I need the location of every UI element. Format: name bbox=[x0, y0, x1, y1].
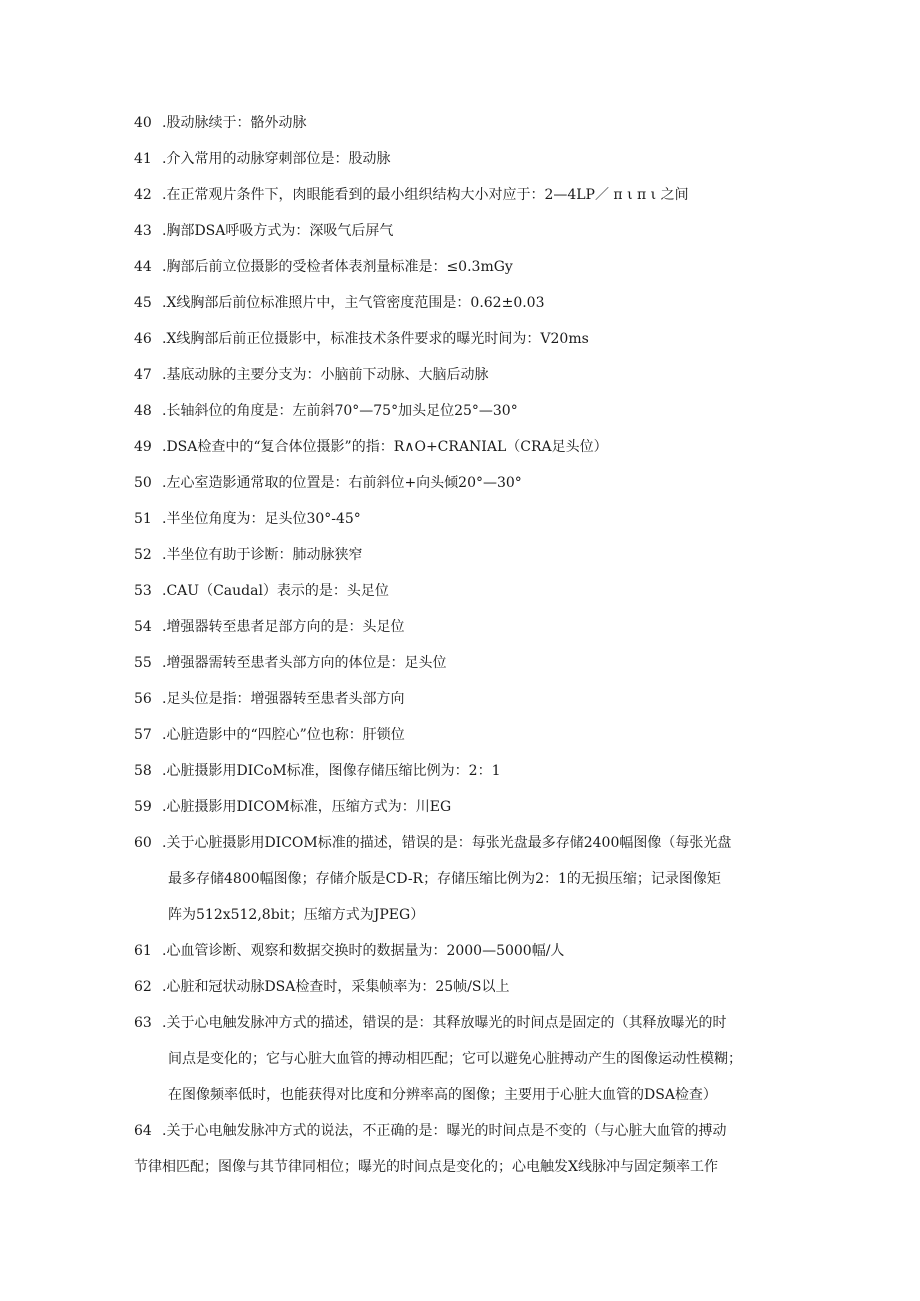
item-text: .心脏造影中的“四腔心”位也称：肝锁位 bbox=[162, 727, 405, 743]
item-number: 50 bbox=[134, 475, 152, 491]
list-item bbox=[134, 222, 814, 240]
item-number: 47 bbox=[134, 367, 152, 383]
item-text: .胸部DSA呼吸方式为：深吸气后屏气 bbox=[162, 223, 394, 239]
item-text: .心脏摄影用DICoM标准，图像存储压缩比例为：2：1 bbox=[162, 763, 501, 779]
item-text: .介入常用的动脉穿刺部位是：股动脉 bbox=[162, 151, 391, 167]
item-text: .左心室造影通常取的位置是：右前斜位+向头倾20°—30° bbox=[162, 475, 522, 491]
list-item bbox=[134, 438, 814, 456]
item-number: 40 bbox=[134, 115, 152, 131]
list-item bbox=[134, 114, 814, 132]
item-text: .股动脉续于：骼外动脉 bbox=[162, 115, 307, 131]
item-number: 51 bbox=[134, 511, 152, 527]
item-text-line: 最多存储4800幅图像；存储介版是CD-R；存储压缩比例为2：1的无损压缩；记录图像矩 bbox=[168, 871, 721, 887]
question-list bbox=[134, 114, 814, 1194]
item-number: 55 bbox=[134, 655, 152, 671]
item-text: .CAU（Caudal）表示的是：头足位 bbox=[162, 583, 389, 599]
item-text bbox=[162, 1005, 814, 1113]
list-item bbox=[134, 546, 814, 564]
item-text: .半坐位有助于诊断：肺动脉狭窄 bbox=[162, 547, 363, 563]
list-item bbox=[134, 330, 814, 348]
item-number: 53 bbox=[134, 583, 152, 599]
list-item bbox=[134, 618, 814, 636]
list-item bbox=[134, 834, 814, 924]
list-item bbox=[134, 942, 814, 960]
item-number: 54 bbox=[134, 619, 152, 635]
item-text-line: 阵为512x512,8bit；压缩方式为JPEG） bbox=[168, 907, 425, 923]
item-text: .DSA检查中的“复合体位摄影”的指：R∧O+CRANIAL（CRA足头位） bbox=[162, 439, 608, 455]
item-number: 45 bbox=[134, 295, 152, 311]
item-text: .X线胸部后前位标准照片中，主气管密度范围是：0.62±0.03 bbox=[162, 295, 545, 311]
list-item bbox=[134, 978, 814, 996]
item-number: 61 bbox=[134, 943, 152, 959]
list-item bbox=[134, 150, 814, 168]
item-text: .增强器需转至患者头部方向的体位是：足头位 bbox=[162, 655, 447, 671]
item-number: 48 bbox=[134, 403, 152, 419]
item-text: .X线胸部后前正位摄影中，标准技术条件要求的曝光时间为：V20ms bbox=[162, 331, 589, 347]
item-text: .心脏摄影用DICOM标准，压缩方式为：川EG bbox=[162, 799, 452, 815]
item-number: 60 bbox=[134, 835, 152, 851]
item-text: .半坐位角度为：足头位30°-45° bbox=[162, 511, 361, 527]
list-item bbox=[134, 294, 814, 312]
item-text: .心血管诊断、观察和数据交换时的数据量为：2000—5000幅/人 bbox=[162, 943, 565, 959]
list-item bbox=[134, 186, 814, 204]
list-item bbox=[134, 762, 814, 780]
item-text: .基底动脉的主要分支为：小脑前下动脉、大脑后动脉 bbox=[162, 367, 489, 383]
list-item bbox=[134, 690, 814, 708]
item-number: 46 bbox=[134, 331, 152, 347]
item-text-line: .关于心脏摄影用DICOM标准的描述，错误的是：每张光盘最多存储2400幅图像（每张光盘 bbox=[162, 835, 732, 851]
item-text-line: .关于心电触发脉冲方式的说法，不正确的是：曝光的时间点是不变的（与心脏大血管的搏动 bbox=[162, 1123, 727, 1139]
item-number: 49 bbox=[134, 439, 152, 455]
list-item bbox=[134, 474, 814, 492]
list-item bbox=[134, 798, 814, 816]
item-number: 42 bbox=[134, 187, 152, 203]
item-text-line: 在图像频率低时，也能获得对比度和分辨率高的图像；主要用于心脏大血管的DSA检查） bbox=[168, 1087, 717, 1103]
item-number: 63 bbox=[134, 1015, 152, 1031]
item-text: .在正常观片条件下，肉眼能看到的最小组织结构大小对应于：2—4LP／ π ι π ι 之间 bbox=[162, 187, 689, 203]
item-number: 59 bbox=[134, 799, 152, 815]
item-number: 41 bbox=[134, 151, 152, 167]
item-number: 58 bbox=[134, 763, 152, 779]
item-number: 44 bbox=[134, 259, 152, 275]
list-item bbox=[134, 258, 814, 276]
list-item bbox=[134, 726, 814, 744]
item-text: .胸部后前立位摄影的受检者体表剂量标准是：≤0.3mGy bbox=[162, 259, 513, 275]
item-number: 62 bbox=[134, 979, 152, 995]
list-item bbox=[134, 402, 814, 420]
item-text: .足头位是指：增强器转至患者头部方向 bbox=[162, 691, 405, 707]
list-item bbox=[134, 1014, 814, 1104]
item-text: .心脏和冠状动脉DSA检查时，采集帧率为：25帧/S以上 bbox=[162, 979, 510, 995]
list-item bbox=[134, 510, 814, 528]
item-number: 43 bbox=[134, 223, 152, 239]
item-text-line: .关于心电触发脉冲方式的描述，错误的是：其释放曝光的时间点是固定的（其释放曝光的时 bbox=[162, 1015, 727, 1031]
list-item bbox=[134, 582, 814, 600]
item-text bbox=[162, 825, 814, 933]
item-number: 57 bbox=[134, 727, 152, 743]
item-text-line: 间点是变化的；它与心脏大血管的搏动相匹配；它可以避免心脏搏动产生的图像运动性模糊； bbox=[168, 1051, 742, 1067]
item-number: 64 bbox=[134, 1123, 152, 1139]
list-item bbox=[134, 1122, 814, 1176]
item-number: 56 bbox=[134, 691, 152, 707]
item-text: .增强器转至患者足部方向的是：头足位 bbox=[162, 619, 405, 635]
item-text: .长轴斜位的角度是：左前斜70°—75°加头足位25°—30° bbox=[162, 403, 518, 419]
list-item bbox=[134, 366, 814, 384]
list-item bbox=[134, 654, 814, 672]
item-text-line: 节律相匹配；图像与其节律同相位；曝光的时间点是变化的；心电触发X线脉冲与固定频率工作 bbox=[134, 1159, 718, 1175]
item-number: 52 bbox=[134, 547, 152, 563]
